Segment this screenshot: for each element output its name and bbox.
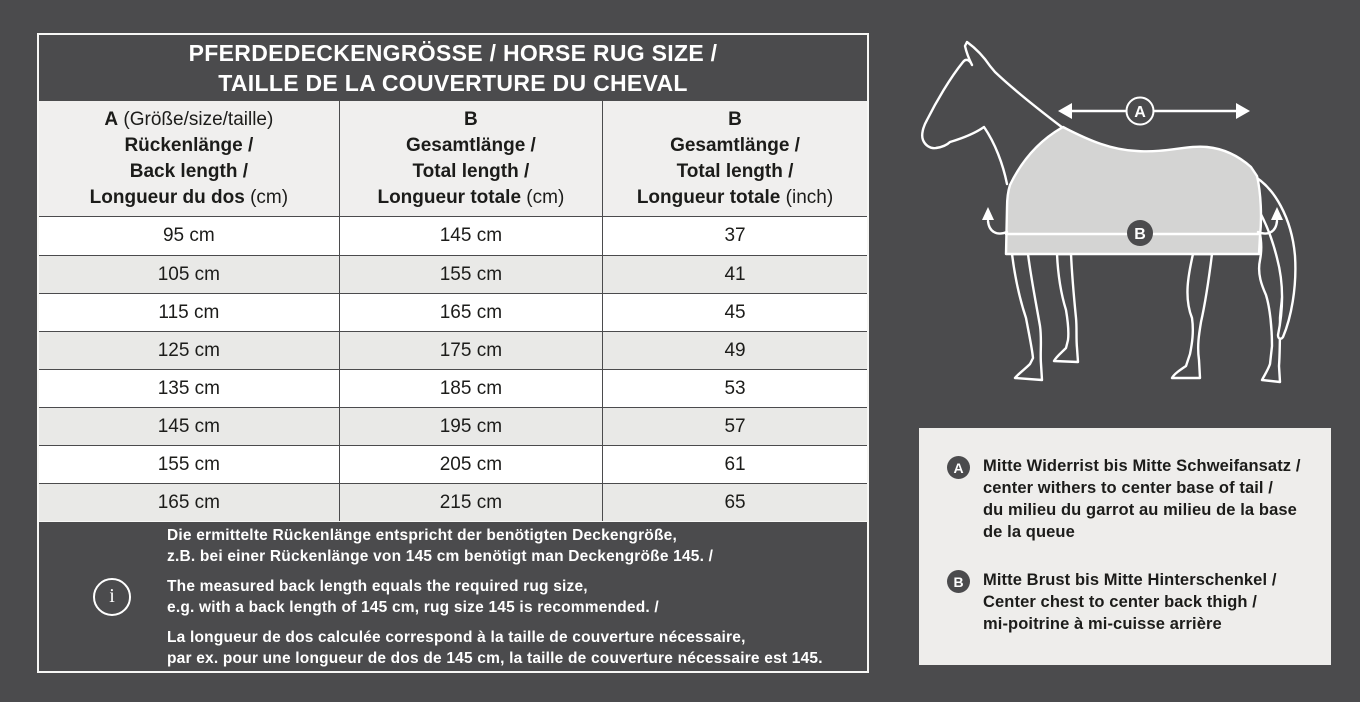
legend-line: center withers to center base of tail / bbox=[983, 479, 1273, 497]
legend-line: mi-poitrine à mi-cuisse arrière bbox=[983, 615, 1222, 633]
table-title bbox=[39, 35, 867, 101]
table-cell: 37 bbox=[602, 217, 867, 255]
table-row bbox=[39, 445, 867, 483]
legend-line: Mitte Brust bis Mitte Hinterschenkel / bbox=[983, 571, 1277, 589]
table-cell: 95 cm bbox=[162, 225, 215, 246]
info-note-line: e.g. with a back length of 145 cm, rug size 145 is recommended. / bbox=[167, 598, 659, 616]
header-line: B bbox=[464, 108, 478, 130]
header-line: Rückenlänge / bbox=[124, 134, 254, 156]
table-cell: 61 bbox=[602, 446, 867, 483]
info-note bbox=[39, 521, 867, 671]
table-cell: 125 cm bbox=[157, 339, 221, 361]
legend-text bbox=[983, 455, 1301, 543]
table-row bbox=[39, 255, 867, 293]
wrap-arrow-front-head bbox=[982, 207, 994, 220]
info-note-line: The measured back length equals the required rug size, bbox=[167, 577, 588, 595]
table-row bbox=[39, 217, 867, 255]
legend-line: de la queue bbox=[983, 523, 1075, 541]
header-line: Total length / bbox=[412, 160, 530, 182]
table-cell: 175 cm bbox=[339, 332, 602, 369]
table-header-row bbox=[39, 101, 867, 217]
header-line: Back length / bbox=[129, 160, 248, 182]
table-cell: 65 bbox=[602, 484, 867, 521]
legend-item-a bbox=[947, 455, 1313, 543]
legend-line: Center chest to center back thigh / bbox=[983, 593, 1257, 611]
header-line: Total length / bbox=[676, 160, 794, 182]
table-row bbox=[39, 407, 867, 445]
table-cell: 53 bbox=[602, 370, 867, 407]
label-b-text: B bbox=[1134, 226, 1146, 243]
header-line: Gesamtlänge / bbox=[405, 134, 536, 156]
column-header-total-length-inch bbox=[602, 101, 867, 216]
table-cell: 105 cm bbox=[157, 263, 221, 285]
column-header-back-length bbox=[39, 101, 339, 216]
column-header-total-length-cm bbox=[339, 101, 602, 216]
horse-far-front-leg bbox=[1054, 254, 1078, 362]
legend-line: du milieu du garrot au milieu de la base bbox=[983, 501, 1297, 519]
table-cell: 57 bbox=[602, 408, 867, 445]
info-note-line: z.B. bei einer Rückenlänge von 145 cm benötigt man Deckengröße 145. / bbox=[167, 547, 714, 565]
table-row bbox=[39, 483, 867, 521]
measurement-legend bbox=[919, 428, 1331, 665]
table-cell: 165 cm bbox=[339, 294, 602, 331]
table-cell: 215 cm bbox=[339, 484, 602, 521]
table-row bbox=[39, 331, 867, 369]
table-cell: 49 bbox=[602, 332, 867, 369]
table-cell: 165 cm bbox=[157, 491, 221, 513]
legend-item-b bbox=[947, 569, 1313, 635]
header-line: Longueur du dos (cm) bbox=[89, 186, 289, 208]
horse-rug-diagram-svg bbox=[900, 8, 1360, 420]
table-cell: 41 bbox=[602, 256, 867, 293]
header-line: B bbox=[728, 108, 742, 130]
table-cell: 145 cm bbox=[157, 415, 221, 437]
table-cell: 45 bbox=[602, 294, 867, 331]
info-icon: i bbox=[93, 578, 131, 616]
table-cell: 115 cm bbox=[158, 301, 220, 323]
legend-text bbox=[983, 569, 1277, 635]
info-note-line: Die ermittelte Rückenlänge entspricht der benötigten Deckengröße, bbox=[167, 526, 677, 544]
wrap-arrow-front bbox=[988, 221, 1007, 234]
legend-badge-a: A bbox=[947, 456, 970, 479]
header-line: Longueur totale (inch) bbox=[636, 186, 834, 208]
table-cell: 185 cm bbox=[339, 370, 602, 407]
table-cell: 205 cm bbox=[339, 446, 602, 483]
table-row bbox=[39, 369, 867, 407]
table-title-line1: PFERDEDECKENGRÖSSE / HORSE RUG SIZE / bbox=[188, 40, 718, 66]
table-title-line2: TAILLE DE LA COUVERTURE DU CHEVAL bbox=[218, 70, 688, 96]
info-note-text bbox=[167, 525, 823, 669]
label-a-text: A bbox=[1134, 104, 1146, 121]
size-table bbox=[37, 33, 869, 673]
legend-line: Mitte Widerrist bis Mitte Schweifansatz / bbox=[983, 457, 1301, 475]
horse-near-front-leg bbox=[1012, 254, 1042, 380]
table-cell: 195 cm bbox=[339, 408, 602, 445]
measure-arrow-a-left-head bbox=[1058, 103, 1072, 119]
horse-diagram bbox=[900, 8, 1360, 420]
header-line: A (Größe/size/taille) bbox=[104, 108, 274, 130]
header-line: Gesamtlänge / bbox=[670, 134, 800, 156]
legend-badge-b: B bbox=[947, 570, 970, 593]
table-row bbox=[39, 293, 867, 331]
table-cell: 155 cm bbox=[157, 453, 221, 475]
table-body bbox=[39, 217, 867, 521]
info-note-line: La longueur de dos calculée correspond à la taille de couverture nécessaire, bbox=[167, 628, 746, 646]
table-cell: 155 cm bbox=[339, 256, 602, 293]
table-cell: 135 cm bbox=[157, 377, 221, 399]
info-note-line: par ex. pour une longueur de dos de 145 cm, la taille de couverture nécessaire est 145. bbox=[167, 649, 823, 667]
header-line: Longueur totale (cm) bbox=[377, 186, 565, 208]
table-cell: 145 cm bbox=[339, 217, 602, 255]
measure-arrow-a-right-head bbox=[1236, 103, 1250, 119]
horse-near-hind-leg bbox=[1172, 254, 1212, 378]
